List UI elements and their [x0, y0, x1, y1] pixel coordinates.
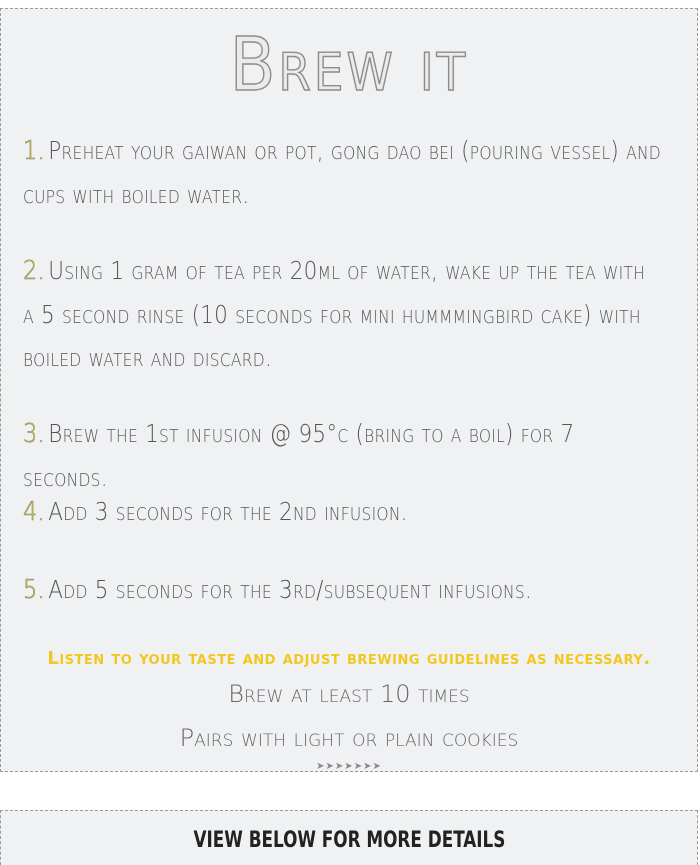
brew-card: [0, 8, 698, 772]
more-details-banner[interactable]: [0, 810, 698, 865]
step-4: [23, 490, 663, 534]
step-3: [23, 412, 663, 499]
step-number: 4.: [23, 497, 45, 527]
brew-times-text: Brew at least 10 times: [228, 680, 470, 708]
page-title: Brew it: [229, 22, 469, 108]
step-number: 5.: [23, 575, 45, 605]
step-text: Brew the 1st infusion @ 95°c (bring to a boil) for 7 seconds.: [23, 419, 575, 492]
step-2: [23, 249, 663, 379]
step-text: Preheat your gaiwan or pot, gong dao bei (pouring vessel) and cups with boiled water.: [23, 136, 661, 209]
step-number: 1.: [23, 136, 45, 166]
step-1: [23, 129, 663, 216]
step-number: 3.: [23, 419, 45, 449]
step-number: 2.: [23, 256, 45, 286]
taste-note: Listen to your taste and adjust brewing guidelines as necessary.: [47, 648, 651, 669]
more-details-label: VIEW BELOW FOR MORE DETAILS: [193, 828, 505, 853]
step-5: [23, 568, 663, 612]
step-text: Add 3 seconds for the 2nd infusion.: [48, 497, 408, 526]
pairing-text: Pairs with light or plain cookies: [179, 724, 519, 752]
step-text: Using 1 gram of tea per 20ml of water, wake up the tea with a 5 second rinse (10 seconds for mini hummmingbird cake) with boiled water and discard.: [23, 256, 646, 372]
arrow-divider-icon: ➤➤➤➤➤➤➤: [316, 761, 382, 772]
step-text: Add 5 seconds for the 3rd/subsequent infusions.: [48, 575, 533, 604]
